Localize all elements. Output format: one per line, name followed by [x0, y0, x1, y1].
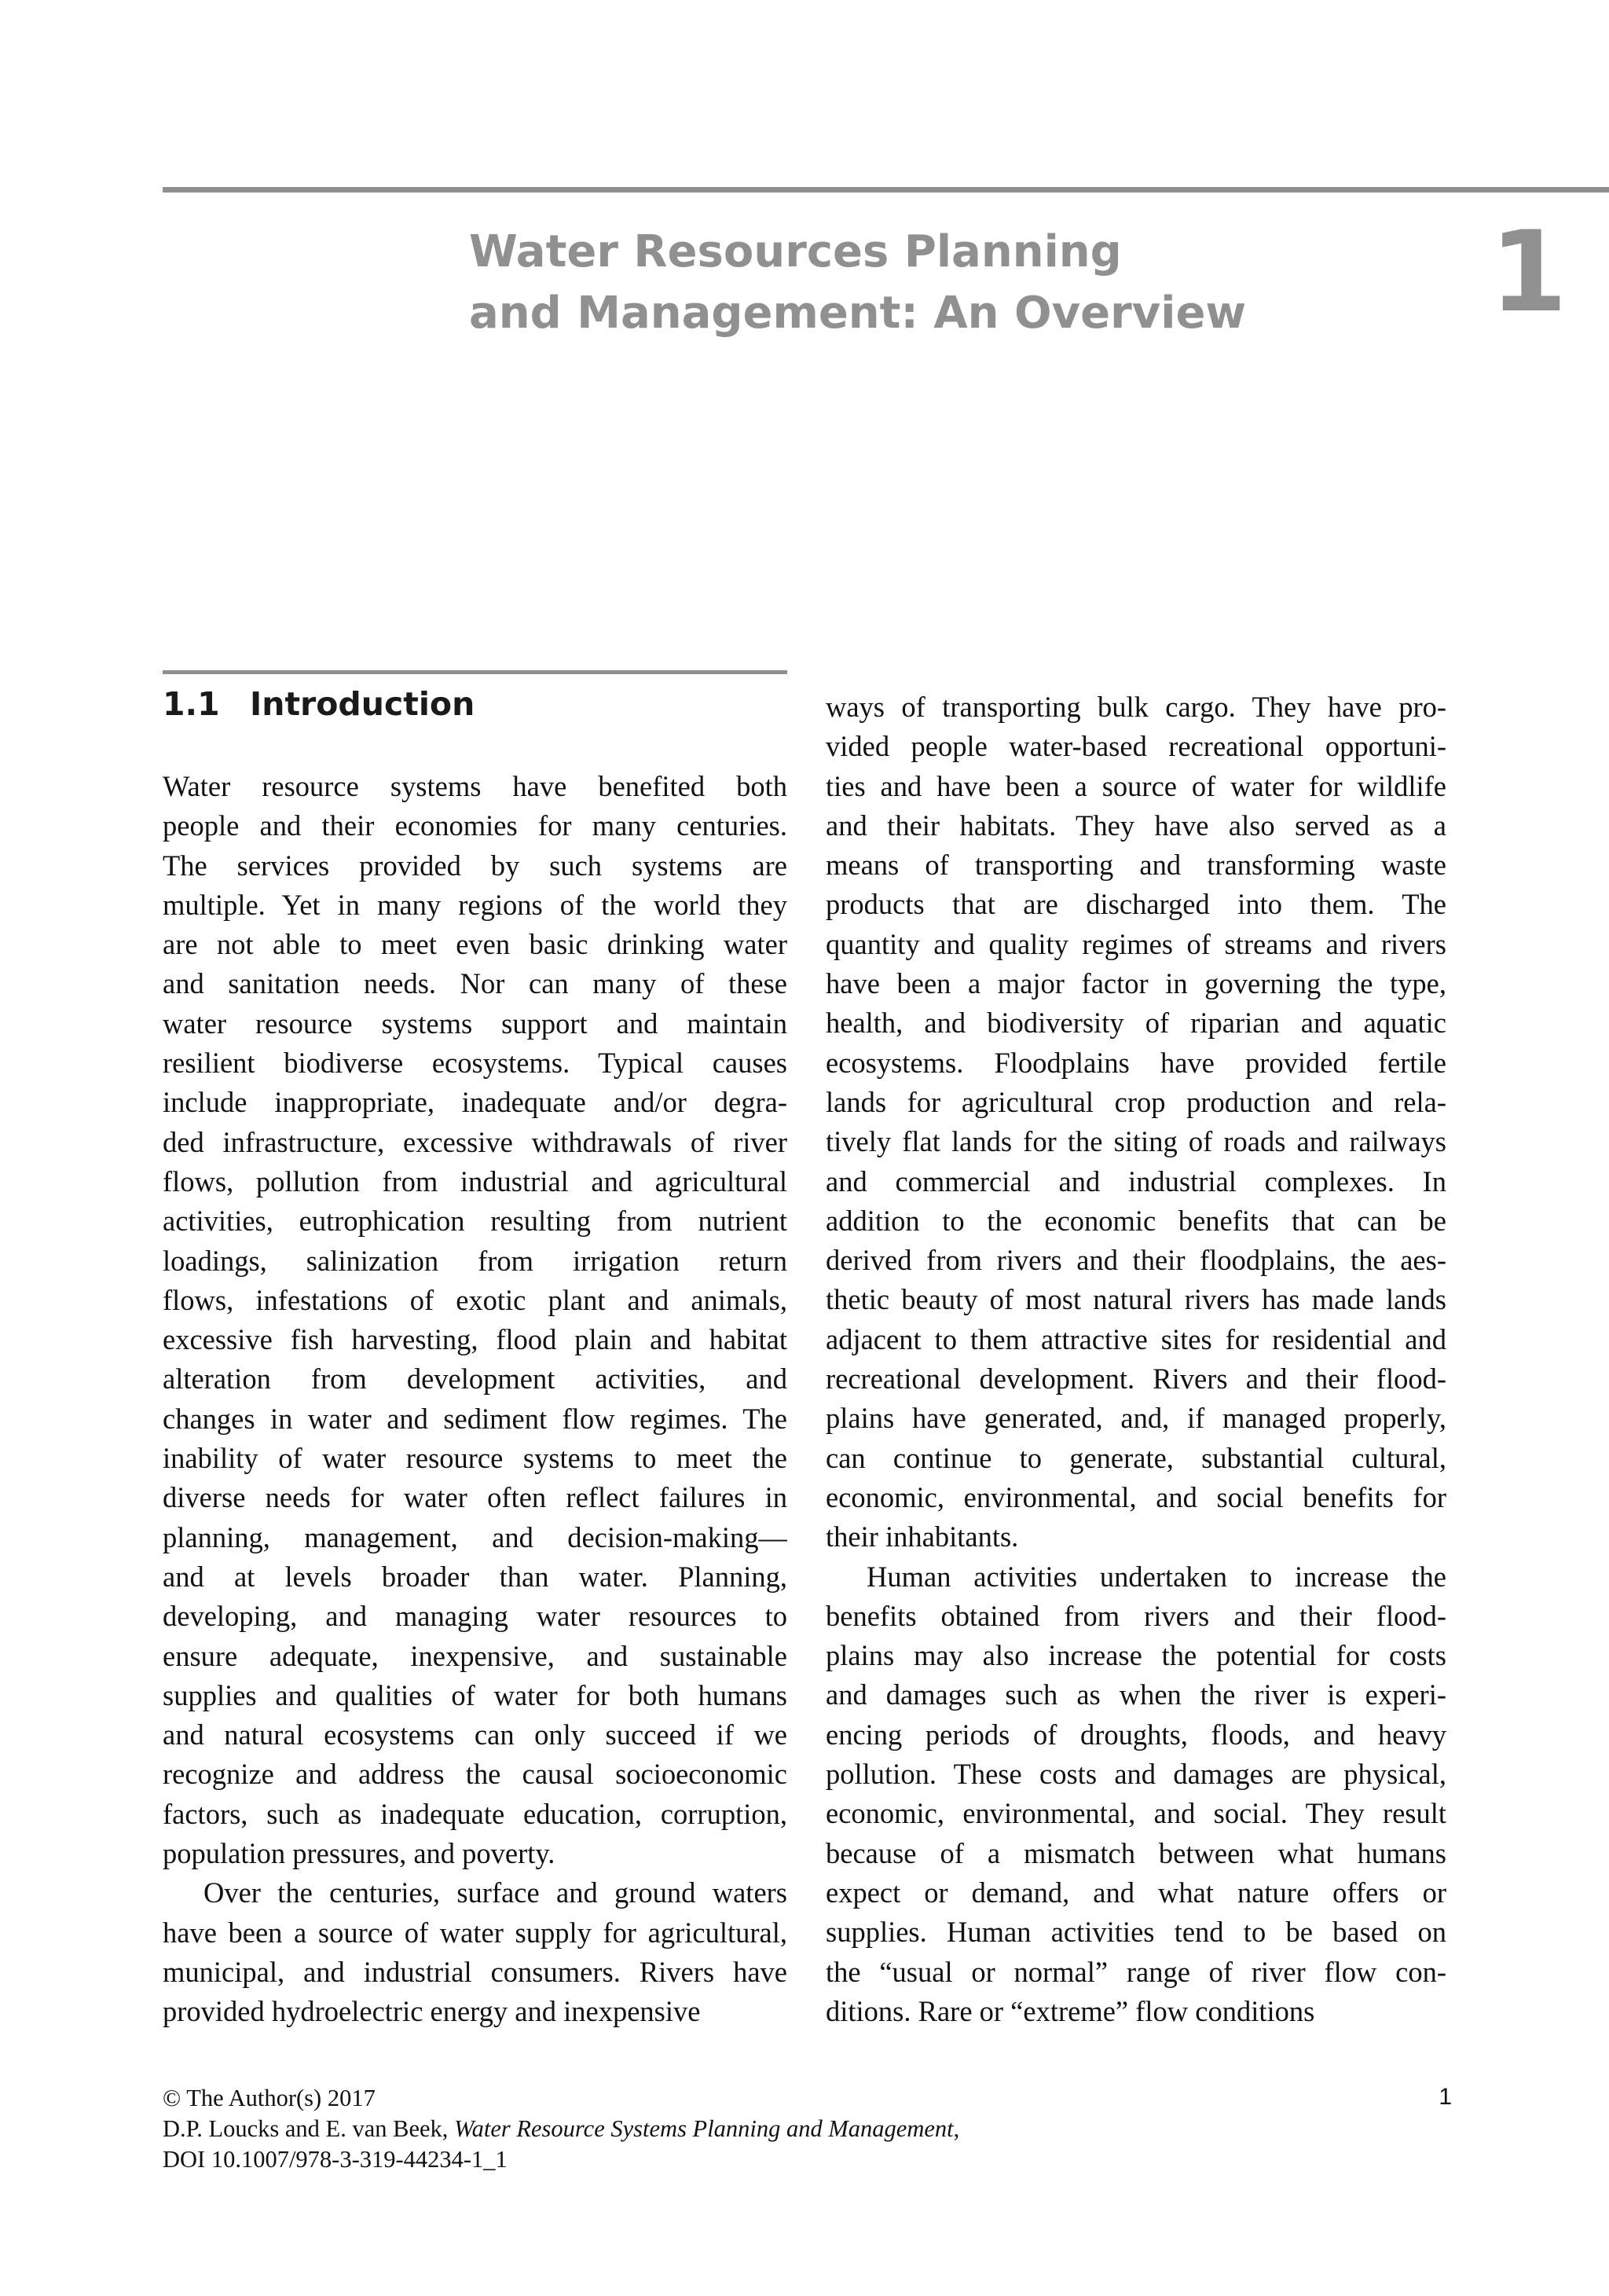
section-heading	[163, 680, 475, 728]
text-line: ways of transporting bulk cargo. They have pro-	[826, 691, 1446, 723]
text-line: ecosystems. Floodplains have provided fertile	[826, 1046, 1446, 1079]
text-line: diverse needs for water often reflect failures in	[163, 1481, 787, 1514]
text-line: changes in water and sediment flow regimes. The	[163, 1402, 787, 1435]
text-line: lands for agricultural crop production and rela-	[826, 1085, 1446, 1118]
text-line: alteration from development activities, and	[163, 1363, 787, 1396]
chapter-title-line-2: and Management: An Overview	[469, 288, 1247, 339]
text-line: include inappropriate, inadequate and/or degra-	[163, 1086, 787, 1119]
text-line: multiple. Yet in many regions of the world they	[163, 888, 787, 921]
text-line: flows, pollution from industrial and agricultural	[163, 1165, 787, 1198]
text-line: provided hydroelectric energy and inexpensive	[163, 1995, 701, 2028]
citation-comma: ,	[953, 2115, 960, 2142]
text-line: pollution. These costs and damages are physical,	[826, 1758, 1446, 1791]
text-line: products that are discharged into them. The	[826, 888, 1446, 921]
section-rule	[163, 670, 787, 674]
text-line: inability of water resource systems to meet the	[163, 1442, 787, 1475]
text-line: recreational development. Rivers and their flood-	[826, 1363, 1446, 1396]
text-line: and sanitation needs. Nor can many of these	[163, 967, 787, 1000]
copyright-notice: © The Author(s) 2017	[163, 2085, 376, 2111]
text-line: recognize and address the causal socioeconomic	[163, 1758, 787, 1791]
text-line: vided people water-based recreational opportuni-	[826, 730, 1446, 763]
text-line: have been a source of water supply for agricultural,	[163, 1916, 787, 1949]
text-line: planning, management, and decision-making—	[163, 1520, 787, 1553]
text-line: economic, environmental, and social. They result	[826, 1797, 1446, 1830]
text-line: flows, infestations of exotic plant and animals,	[163, 1283, 787, 1316]
text-line: derived from rivers and their floodplains, the aes-	[826, 1244, 1446, 1277]
section-number: 1.1	[163, 685, 220, 723]
text-line: Human activities undertaken to increase the	[867, 1560, 1446, 1593]
text-line: loadings, salinization from irrigation return	[163, 1244, 787, 1277]
chapter-number: 1	[1490, 207, 1567, 337]
section-title: Introduction	[250, 685, 475, 723]
text-line: developing, and managing water resources to	[163, 1600, 787, 1633]
text-line: benefits obtained from rivers and their flood-	[826, 1599, 1446, 1632]
text-line: water resource systems support and maintain	[163, 1007, 787, 1040]
text-line: thetic beauty of most natural rivers has made lands	[826, 1283, 1446, 1316]
left-text-column	[163, 767, 787, 2032]
chapter-top-rule	[163, 187, 1609, 193]
page-number: 1	[1439, 2084, 1452, 2110]
text-line: and their habitats. They have also served as a	[826, 809, 1446, 842]
text-line: addition to the economic benefits that can be	[826, 1204, 1446, 1237]
text-line: population pressures, and poverty.	[163, 1837, 555, 1870]
paragraph	[163, 767, 787, 1873]
text-line: municipal, and industrial consumers. Rivers have	[163, 1955, 787, 1988]
citation-authors: D.P. Loucks and E. van Beek,	[163, 2115, 455, 2142]
text-line: activities, eutrophication resulting from nutrient	[163, 1205, 787, 1238]
text-line: people and their economies for many centuries.	[163, 809, 787, 842]
citation	[163, 2114, 959, 2143]
text-line: supplies. Human activities tend to be based on	[826, 1916, 1446, 1949]
text-line: and commercial and industrial complexes. In	[826, 1165, 1446, 1198]
text-line: are not able to meet even basic drinking water	[163, 928, 787, 961]
chapter-title-line-1: Water Resources Planning	[469, 226, 1122, 277]
chapter-title	[469, 222, 1333, 344]
page-footer	[163, 2084, 1452, 2194]
text-line: resilient biodiverse ecosystems. Typical causes	[163, 1047, 787, 1080]
text-line: means of transporting and transforming waste	[826, 849, 1446, 882]
text-line: adjacent to them attractive sites for residential and	[826, 1322, 1446, 1355]
text-line: expect or demand, and what nature offers or	[826, 1876, 1446, 1909]
text-line: The services provided by such systems are	[163, 849, 787, 882]
text-line: Water resource systems have benefited both	[163, 770, 787, 802]
text-line: and damages such as when the river is experi-	[826, 1678, 1446, 1711]
text-line: ded infrastructure, excessive withdrawals of river	[163, 1125, 787, 1158]
text-line: tively flat lands for the siting of roads and railways	[826, 1125, 1446, 1158]
text-line: supplies and qualities of water for both humans	[163, 1678, 787, 1711]
text-line: the “usual or normal” range of river flow con-	[826, 1955, 1446, 1988]
text-line: their inhabitants.	[826, 1520, 1019, 1553]
text-line: ensure adequate, inexpensive, and sustainable	[163, 1639, 787, 1672]
text-line: ditions. Rare or “extreme” flow conditions	[826, 1994, 1315, 2027]
citation-book-title: Water Resource Systems Planning and Management	[454, 2115, 954, 2142]
text-line: excessive fish harvesting, flood plain and habitat	[163, 1323, 787, 1356]
text-line: plains have generated, and, if managed properly,	[826, 1402, 1446, 1435]
text-line: economic, environmental, and social benefits for	[826, 1480, 1446, 1513]
text-line: plains may also increase the potential for costs	[826, 1639, 1446, 1672]
text-line: and natural ecosystems can only succeed if we	[163, 1718, 787, 1751]
paragraph	[163, 1873, 787, 2031]
text-line: because of a mismatch between what humans	[826, 1836, 1446, 1869]
text-line: quantity and quality regimes of streams and rivers	[826, 927, 1446, 960]
paragraph	[826, 1557, 1446, 2032]
text-line: factors, such as inadequate education, corruption,	[163, 1797, 787, 1830]
text-line: encing periods of droughts, floods, and heavy	[826, 1718, 1446, 1751]
text-line: Over the centuries, surface and ground waters	[203, 1876, 787, 1909]
text-line: and at levels broader than water. Planning,	[163, 1560, 787, 1593]
text-line: ties and have been a source of water for wildlife	[826, 769, 1446, 802]
text-line: health, and biodiversity of riparian and aquatic	[826, 1007, 1446, 1040]
text-line: can continue to generate, substantial cultural,	[826, 1441, 1446, 1474]
doi: DOI 10.1007/978-3-319-44234-1_1	[163, 2146, 508, 2173]
text-line: have been a major factor in governing the type,	[826, 967, 1446, 1000]
paragraph	[826, 688, 1446, 1557]
right-text-column	[826, 688, 1446, 2031]
